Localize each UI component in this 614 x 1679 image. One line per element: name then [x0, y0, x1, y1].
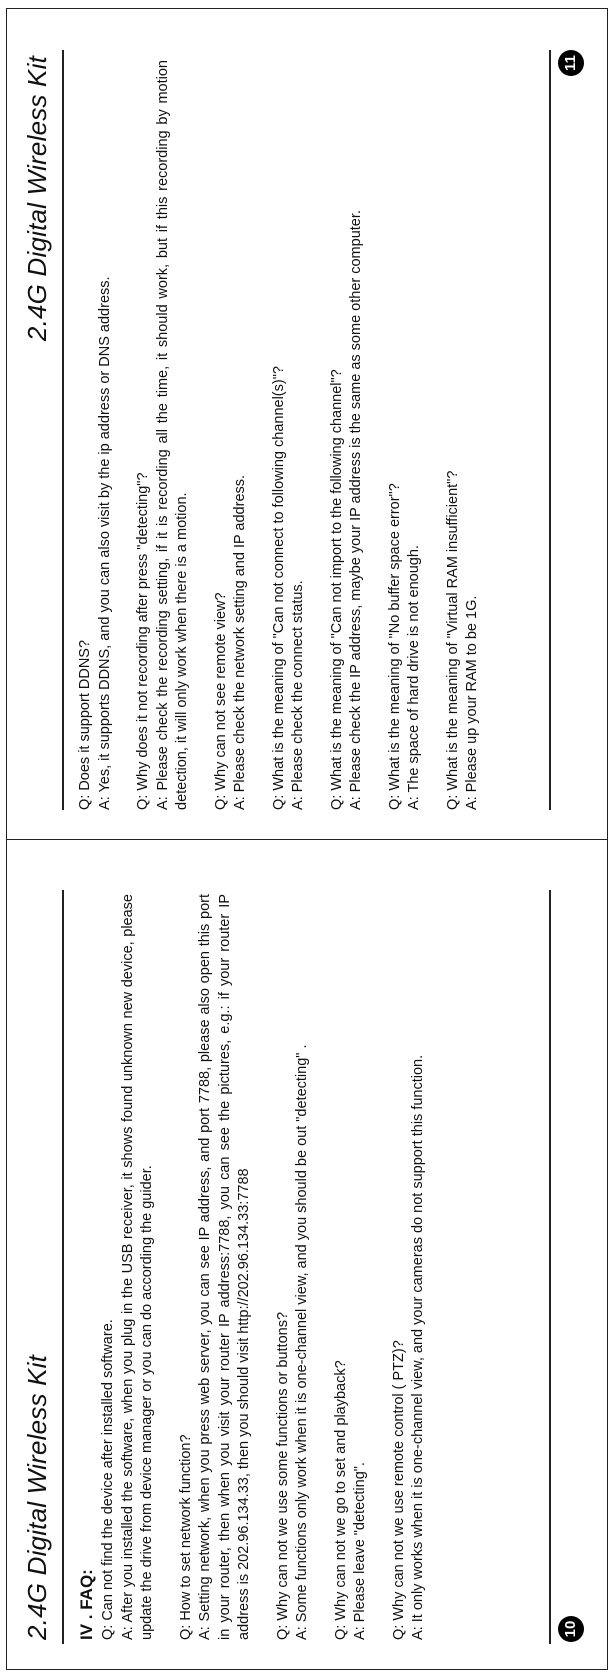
faq-question: Q: Why can not see remote view?	[212, 592, 229, 810]
faq-item	[177, 894, 255, 1640]
faq-item	[212, 60, 251, 810]
faq-answer: A: Please check the recording setting, if it is recording all the time, it should work, but if this recording by motion detection, it will only work when there is a motion.	[154, 60, 190, 810]
faq-item	[390, 894, 429, 1640]
faq-question: Q: Why does it not recording after press "detecting"?	[135, 472, 151, 810]
running-title: 2.4G Digital Wireless Kit	[22, 56, 52, 342]
footer-rule	[549, 890, 551, 1644]
faq-content	[76, 894, 448, 1640]
faq-question: Q: Can not find the device after installed software.	[100, 1319, 116, 1640]
faq-item	[444, 60, 483, 810]
faq-item	[274, 894, 313, 1640]
faq-item	[270, 60, 309, 810]
faq-question: Q: What is the meaning of "No buffer space error"?	[386, 483, 403, 810]
faq-answer: A: Please check the network setting and IP address.	[232, 474, 248, 810]
faq-item	[76, 60, 115, 810]
faq-answer: A: It only works when it is one-channel view, and your cameras do not support this function.	[410, 1054, 426, 1640]
running-title: 2.4G Digital Wireless Kit	[22, 1354, 52, 1640]
faq-answer: A: The space of hard drive is not enough.	[406, 545, 422, 810]
faq-answer: A: Please leave "detecting".	[352, 1462, 368, 1640]
faq-question: Q: What is the meaning of "Can not import to the following channel"?	[328, 369, 345, 810]
faq-answer: A: Please check the IP address, maybe your IP address is the same as some other computer.	[348, 210, 364, 810]
faq-question: Q: Does it support DDNS?	[77, 639, 93, 810]
faq-item	[134, 60, 193, 810]
faq-question: Q: What is the meaning of "Virtual RAM insufficient"?	[444, 470, 461, 810]
footer-rule	[549, 50, 551, 810]
manual-page-10	[6, 850, 608, 1670]
faq-answer: A: Yes, it supports DDNS, and you can also visit by the ip address or DNS address.	[96, 276, 113, 810]
faq-answer: A: Please check the connect status.	[290, 580, 306, 810]
faq-item	[328, 60, 367, 810]
faq-answer: A: Some functions only work when it is one-channel view, and you should be out "detecting" .	[294, 1044, 310, 1640]
faq-item	[332, 894, 371, 1640]
faq-answer: A: After you installed the software, when you plug in the USB receiver, it shows found unknown new device, please update the drive from device manager or you can do according the guider.	[119, 894, 155, 1640]
faq-question: Q: What is the meaning of "Can not connect to following channel(s)"?	[270, 366, 287, 810]
faq-question: Q: Why can not we use remote control ( PTZ)?	[390, 1340, 407, 1640]
section-heading: IV . FAQ:	[77, 1569, 96, 1640]
faq-answer: A: Setting network, when you press web server, you can see IP address, and port 7788, please also open this port in your router, then when you visit your router IP address:7788, you can see the pictures, e.g.: if your router IP address is 202.96.134.33, then you should visit http://202.96.134.33:7788	[197, 894, 252, 1640]
faq-question: Q: Why can not we go to set and playback?	[332, 1360, 349, 1640]
faq-question: Q: Why can not we use some functions or buttons?	[274, 1311, 291, 1640]
page-number-badge: 11	[558, 50, 584, 76]
faq-answer: A: Please up your RAM to be 1G.	[464, 595, 480, 810]
manual-page-11	[6, 20, 608, 840]
faq-content	[76, 60, 502, 810]
page-number-badge: 10	[558, 1616, 584, 1642]
faq-item	[99, 894, 158, 1640]
header-rule	[62, 890, 64, 1644]
faq-question: Q: How to set network function?	[177, 1434, 194, 1640]
header-rule	[62, 50, 64, 810]
faq-item	[386, 60, 425, 810]
